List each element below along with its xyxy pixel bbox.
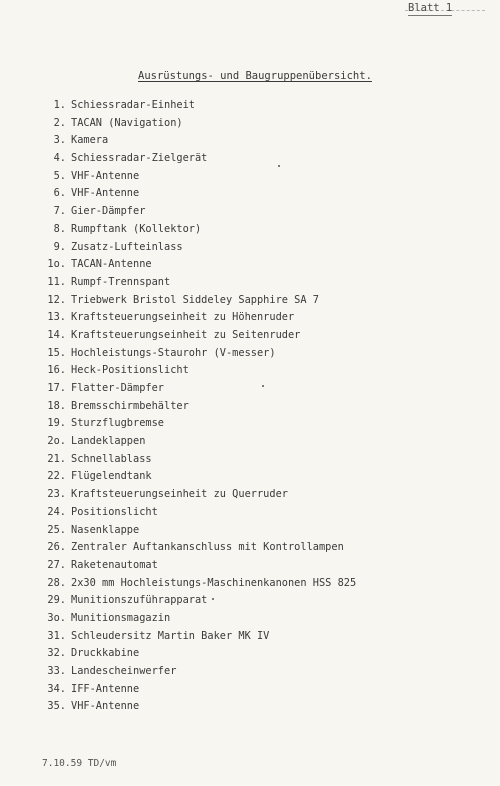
list-item-text: Raketenautomat <box>71 558 158 571</box>
list-item-number: 8. <box>53 222 66 235</box>
list-item <box>42 433 356 451</box>
list-item-number: 24. <box>47 505 66 518</box>
list-item <box>42 97 356 115</box>
list-item-text: Schnellablass <box>71 452 152 465</box>
list-item-number: 23. <box>47 488 66 501</box>
list-item-number: 22. <box>47 470 66 483</box>
list-item <box>42 415 356 433</box>
list-item <box>42 575 356 593</box>
list-item <box>42 663 356 681</box>
list-item-text: VHF-Antenne <box>71 169 140 182</box>
equipment-list <box>42 97 356 716</box>
list-item <box>42 628 356 646</box>
list-item-number: 1. <box>53 99 66 111</box>
list-item-text: TACAN-Antenne <box>71 258 152 271</box>
list-item-number: 13. <box>47 311 66 324</box>
list-item <box>42 610 356 628</box>
list-item-text: Hochleistungs-Staurohr (V-messer) <box>71 346 276 359</box>
list-item-text: Bremsschirmbehälter <box>71 399 189 412</box>
paper-speck <box>278 165 280 167</box>
list-item-number: 35. <box>47 700 66 713</box>
list-item-text: VHF-Antenne <box>71 187 140 200</box>
list-item-number: 31. <box>47 629 66 642</box>
list-item <box>42 345 356 363</box>
list-item <box>42 168 356 186</box>
list-item-text: Kamera <box>71 134 109 147</box>
list-item <box>42 132 356 150</box>
list-item-number: 19. <box>47 417 66 430</box>
list-item-text: Zentraler Auftankanschluss mit Kontrollampen <box>71 541 344 554</box>
list-item-text: VHF-Antenne <box>71 700 140 713</box>
list-item-number: 32. <box>47 647 66 660</box>
list-item <box>42 292 356 310</box>
list-item <box>42 150 356 168</box>
list-item <box>42 486 356 504</box>
document-title: Ausrüstungs- und Baugruppenübersicht. <box>138 70 372 82</box>
list-item-text: Gier-Dämpfer <box>71 205 146 218</box>
list-item-number: 14. <box>47 328 66 341</box>
list-item-text: Landescheinwerfer <box>71 665 177 677</box>
list-item <box>42 274 356 292</box>
list-item-text: Schleudersitz Martin Baker MK IV <box>71 629 270 642</box>
list-item-number: 26. <box>47 541 66 554</box>
list-item <box>42 115 356 133</box>
list-item <box>42 203 356 221</box>
list-item <box>42 239 356 257</box>
list-item-text: Kraftsteuerungseinheit zu Seitenruder <box>71 328 301 341</box>
list-item-number: 4. <box>53 152 66 165</box>
list-item-text: Munitionsmagazin <box>71 611 171 624</box>
paper-speck <box>262 385 264 387</box>
list-item <box>42 185 356 203</box>
list-item-text: 2x30 mm Hochleistungs-Maschinenkanonen HSS 825 <box>71 576 357 589</box>
list-item-number: 11. <box>47 275 66 288</box>
list-item-number: 5. <box>53 169 66 182</box>
list-item-text: Triebwerk Bristol Siddeley Sapphire SA 7 <box>71 293 319 306</box>
list-item-number: 25. <box>47 523 66 536</box>
footer-date-reference: 7.10.59 TD/vm <box>42 758 117 769</box>
list-item-text: Rumpf-Trennspant <box>71 275 171 288</box>
list-item-number: 21. <box>47 452 66 465</box>
list-item <box>42 398 356 416</box>
paper-speck <box>212 598 214 600</box>
list-item <box>42 380 356 398</box>
list-item <box>42 557 356 575</box>
list-item-text: Schiessradar-Einheit <box>71 99 195 111</box>
list-item-text: Kraftsteuerungseinheit zu Querruder <box>71 488 288 501</box>
list-item <box>42 327 356 345</box>
list-item <box>42 681 356 699</box>
list-item-number: 27. <box>47 558 66 571</box>
list-item <box>42 539 356 557</box>
list-item-number: 28. <box>47 576 66 589</box>
list-item-number: 17. <box>47 382 66 394</box>
list-item-text: Sturzflugbremse <box>71 417 164 430</box>
list-item-number: 7. <box>53 205 66 218</box>
list-item <box>42 451 356 469</box>
list-item <box>42 362 356 380</box>
list-item-text: Landeklappen <box>71 435 146 448</box>
list-item-text: Flügelendtank <box>71 470 152 483</box>
list-item <box>42 698 356 716</box>
list-item <box>42 592 356 610</box>
list-item-text: Schiessradar-Zielgerät <box>71 152 208 165</box>
list-item-number: 3o. <box>47 611 66 624</box>
list-item-number: 18. <box>47 399 66 412</box>
list-item <box>42 221 356 239</box>
list-item-text: Druckkabine <box>71 647 140 660</box>
list-item-number: 29. <box>47 594 66 607</box>
list-item-number: 3. <box>53 134 66 147</box>
list-item-number: 15. <box>47 346 66 359</box>
list-item-text: Heck-Positionslicht <box>71 364 189 377</box>
list-item-text: Rumpftank (Kollektor) <box>71 222 202 235</box>
list-item-number: 16. <box>47 364 66 377</box>
list-item-number: 34. <box>47 682 66 695</box>
list-item <box>42 504 356 522</box>
list-item <box>42 256 356 274</box>
list-item <box>42 522 356 540</box>
list-item <box>42 645 356 663</box>
list-item-number: 33. <box>47 665 66 677</box>
list-item-text: Nasenklappe <box>71 523 140 536</box>
list-item <box>42 309 356 327</box>
list-item-number: 12. <box>47 293 66 306</box>
list-item-text: Munitionszuführapparat <box>71 594 208 607</box>
sheet-label: Blatt 1 <box>408 2 453 14</box>
list-item-text: Kraftsteuerungseinheit zu Höhenruder <box>71 311 295 324</box>
list-item-number: 9. <box>53 240 66 253</box>
list-item-text: Zusatz-Lufteinlass <box>71 240 183 253</box>
list-item-number: 2. <box>53 116 66 129</box>
list-item-text: Positionslicht <box>71 505 158 518</box>
list-item <box>42 468 356 486</box>
list-item-text: TACAN (Navigation) <box>71 116 183 129</box>
list-item-number: 6. <box>53 187 66 200</box>
list-item-number: 1o. <box>47 258 66 271</box>
list-item-text: Flatter-Dämpfer <box>71 382 164 394</box>
list-item-number: 2o. <box>47 435 66 448</box>
list-item-text: IFF-Antenne <box>71 682 140 695</box>
